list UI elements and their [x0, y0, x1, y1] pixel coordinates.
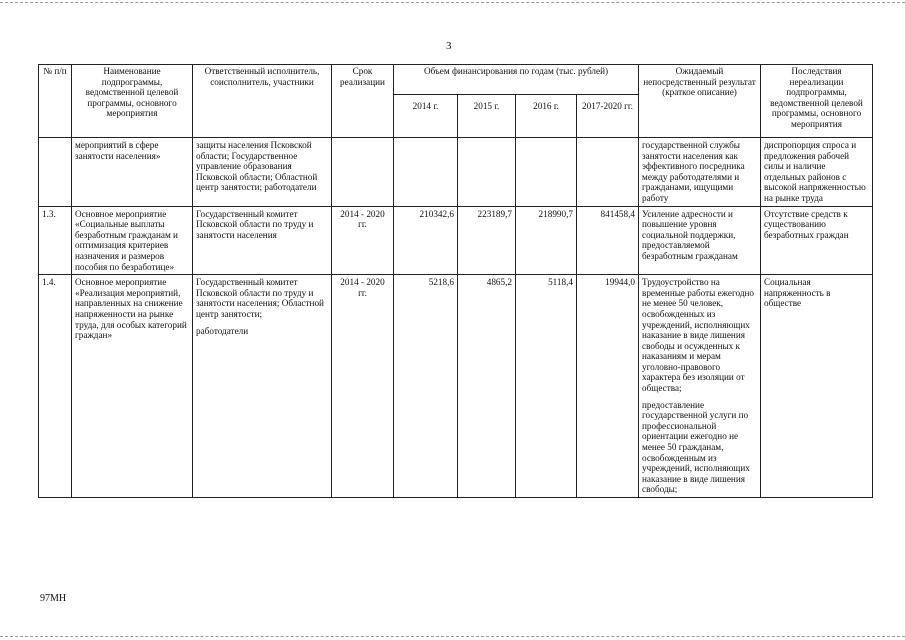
row-funding-2015: 4865,2	[458, 275, 516, 498]
header-year-2016: 2016 г.	[516, 94, 577, 137]
row-consequences: диспропорция спроса и предложения рабочей силы и наличие отдельных районов с высокой напряженностью на рынке труда	[761, 138, 873, 207]
row-funding-2014	[394, 138, 458, 207]
table-row	[39, 206, 873, 275]
row-funding-2016: 218990,7	[516, 206, 577, 275]
header-year-2015: 2015 г.	[458, 94, 516, 137]
row-consequences: Отсутствие средств к существованию безработных граждан	[761, 206, 873, 275]
row-name: Основное мероприятие «Социальные выплаты безработным гражданам и оптимизация критериев назначения и размеров пособия по безработице»	[72, 206, 193, 275]
row-executor-participants: работодатели	[196, 325, 249, 336]
row-funding-2014: 5218,6	[394, 275, 458, 498]
table-row	[39, 275, 873, 498]
row-term: 2014 - 2020 гг.	[332, 275, 394, 498]
row-funding-2014: 210342,6	[394, 206, 458, 275]
scan-edge-bottom	[0, 636, 905, 637]
row-name: мероприятий в сфере занятости населения»	[72, 138, 193, 207]
page-number: 3	[446, 40, 452, 52]
row-result: государственной службы занятости населения как эффективного посредника между работодателями и гражданами, ищущими работу	[639, 138, 761, 207]
row-name: Основное мероприятие «Реализация мероприятий, направленных на снижение напряженности на рынке труда, для особых категорий граждан»	[72, 275, 193, 498]
header-year-2017-2020: 2017-2020 гг.	[577, 94, 639, 137]
row-term: 2014 - 2020 гг.	[332, 206, 394, 275]
table-header-row	[39, 65, 873, 95]
row-num: 1.4.	[39, 275, 72, 498]
row-term	[332, 138, 394, 207]
row-funding-2017-2020	[577, 138, 639, 207]
row-executor: Государственный комитет Псковской области по труду и занятости населения	[193, 206, 332, 275]
header-num: № п/п	[39, 65, 72, 138]
row-funding-2016: 5118,4	[516, 275, 577, 498]
header-consequences: Последствия нереализации подпрограммы, ведомственной целевой программы, основного мероприятия	[761, 65, 873, 138]
program-activities-table	[38, 64, 873, 498]
row-result: Усиление адресности и повышение уровня социальной поддержки, предоставляемой безработным гражданам	[639, 206, 761, 275]
row-funding-2016	[516, 138, 577, 207]
header-year-2014: 2014 г.	[394, 94, 458, 137]
header-term: Срок реализации	[332, 65, 394, 138]
header-executor: Ответственный исполнитель, соисполнитель, участники	[193, 65, 332, 138]
row-funding-2015: 223189,7	[458, 206, 516, 275]
row-executor-cell	[193, 275, 332, 498]
row-consequences: Социальная напряженность в обществе	[761, 275, 873, 498]
footer-code: 97МН	[40, 593, 67, 604]
row-funding-2017-2020: 841458,4	[577, 206, 639, 275]
row-result-continued: предоставление государственной услуги по профессиональной ориентации ежегодно не менее 50 гражданам, освобожденным из учреждений, исполняющих наказание в виде лишения свободы;	[642, 399, 750, 495]
row-funding-2015	[458, 138, 516, 207]
header-funding: Объем финансирования по годам (тыс. рублей)	[394, 65, 639, 95]
row-result: Трудоустройство на временные работы ежегодно не менее 50 человек, освобожденных из учреждений, исполняющих наказание в виде лишения свободы и осужденных к наказаниям и мерам уголовно-правового характера без изоляции от общества;	[642, 277, 755, 394]
row-executor: защиты населения Псковской области; Государственное управление образования Псковской области; Областной центр занятости; работодатели	[193, 138, 332, 207]
table-row	[39, 138, 873, 207]
scan-edge-top	[0, 2, 905, 3]
row-funding-2017-2020: 19944,0	[577, 275, 639, 498]
row-num	[39, 138, 72, 207]
header-name: Наименование подпрограммы, ведомственной целевой программы, основного мероприятия	[72, 65, 193, 138]
row-num: 1.3.	[39, 206, 72, 275]
header-result: Ожидаемый непосредственный результат (краткое описание)	[639, 65, 761, 138]
row-result-cell	[639, 275, 761, 498]
row-executor: Государственный комитет Псковской области по труду и занятости населения; Областной центр занятости;	[196, 277, 324, 319]
